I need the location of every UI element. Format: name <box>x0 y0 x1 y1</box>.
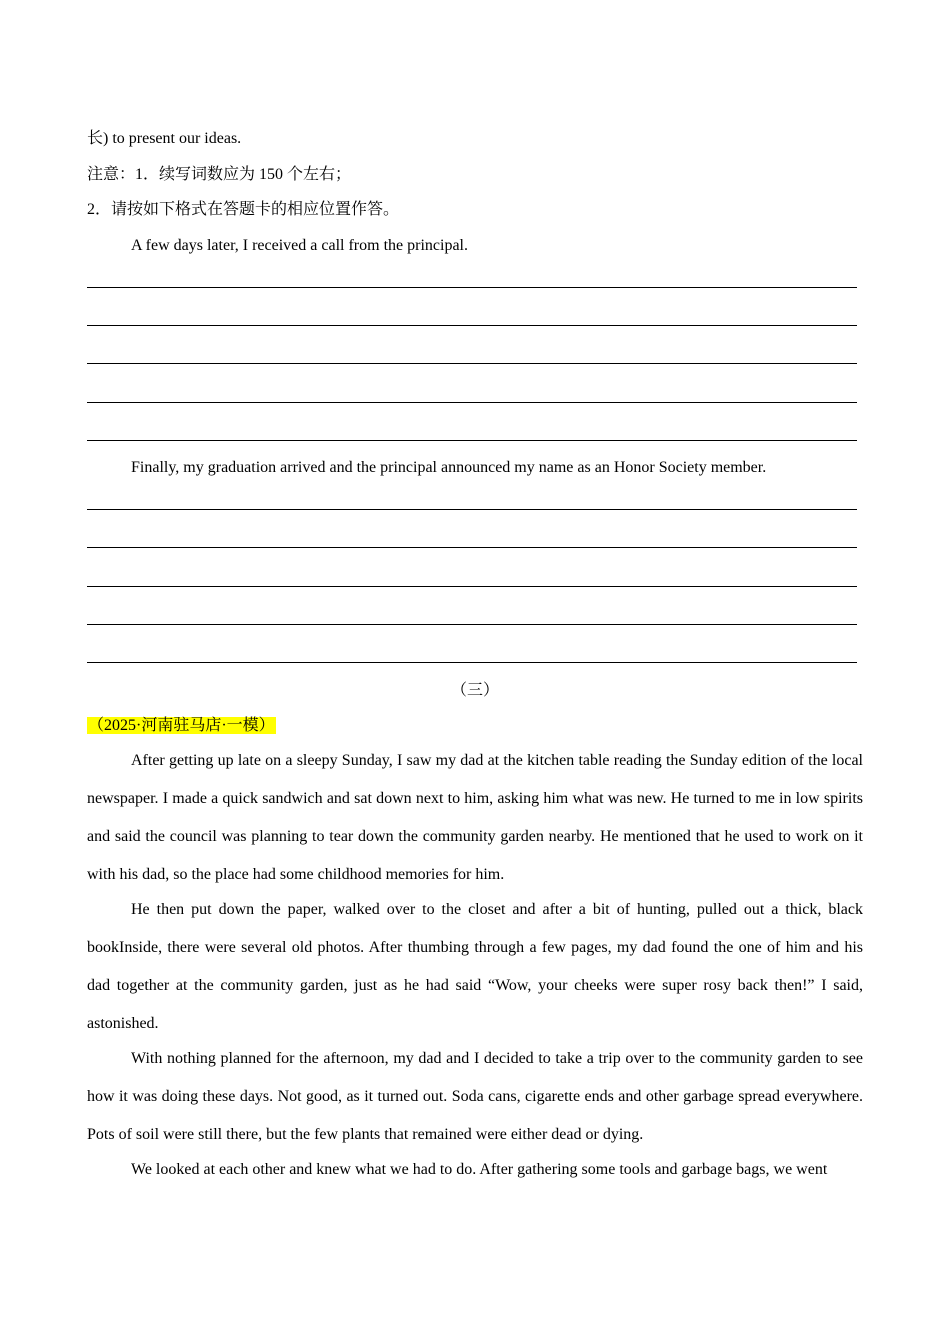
paragraph-starter-1: A few days later, I received a call from the principal. <box>131 237 468 254</box>
answer-line <box>87 586 857 587</box>
paragraph-starter-2: Finally, my graduation arrived and the principal announced my name as an Honor Society member. <box>131 459 767 476</box>
passage-paragraph: He then put down the paper, walked over to the closet and after a bit of hunting, pulled out a thick, black bookInside, there were several old photos. After thumbing through a few pages, my dad found the one of him and his dad together at the community garden, just as he had said “Wow, your cheeks were super rosy back then!” I said, astonished. <box>87 901 863 1032</box>
writing-note-2: 2．请按如下格式在答题卡的相应位置作答。 <box>87 201 400 218</box>
source-tag <box>87 716 276 736</box>
passage-paragraph: We looked at each other and knew what we had to do. After gathering some tools and garbage bags, we went <box>131 1161 828 1178</box>
passage-paragraph: After getting up late on a sleepy Sunday, I saw my dad at the kitchen table reading the Sunday edition of the local newspaper. I made a quick sandwich and sat down next to him, asking him what was new. He turned to me in low spirits and said the council was planning to tear down the community garden nearby. He mentioned that he used to work on it with his dad, so the place had some childhood memories for him. <box>87 752 863 883</box>
writing-note-1: 注意：1．续写词数应为 150 个左右； <box>87 166 352 183</box>
source-highlight: （2025·河南驻马店·一模） <box>88 717 275 734</box>
answer-line <box>87 509 857 510</box>
answer-line <box>87 287 857 288</box>
answer-line <box>87 325 857 326</box>
passage-paragraph: With nothing planned for the afternoon, my dad and I decided to take a trip over to the community garden to see how it was doing these days. Not good, as it turned out. Soda cans, cigarette ends and other garbage spread everywhere. Pots of soil were still there, but the few plants that remained were either dead or dying. <box>87 1050 863 1143</box>
answer-line <box>87 440 857 441</box>
answer-line <box>87 547 857 548</box>
answer-line <box>87 662 857 663</box>
text-line: 长) to present our ideas. <box>87 130 242 147</box>
answer-line <box>87 402 857 403</box>
section-number: （三） <box>450 682 499 699</box>
answer-line <box>87 363 857 364</box>
answer-line <box>87 624 857 625</box>
